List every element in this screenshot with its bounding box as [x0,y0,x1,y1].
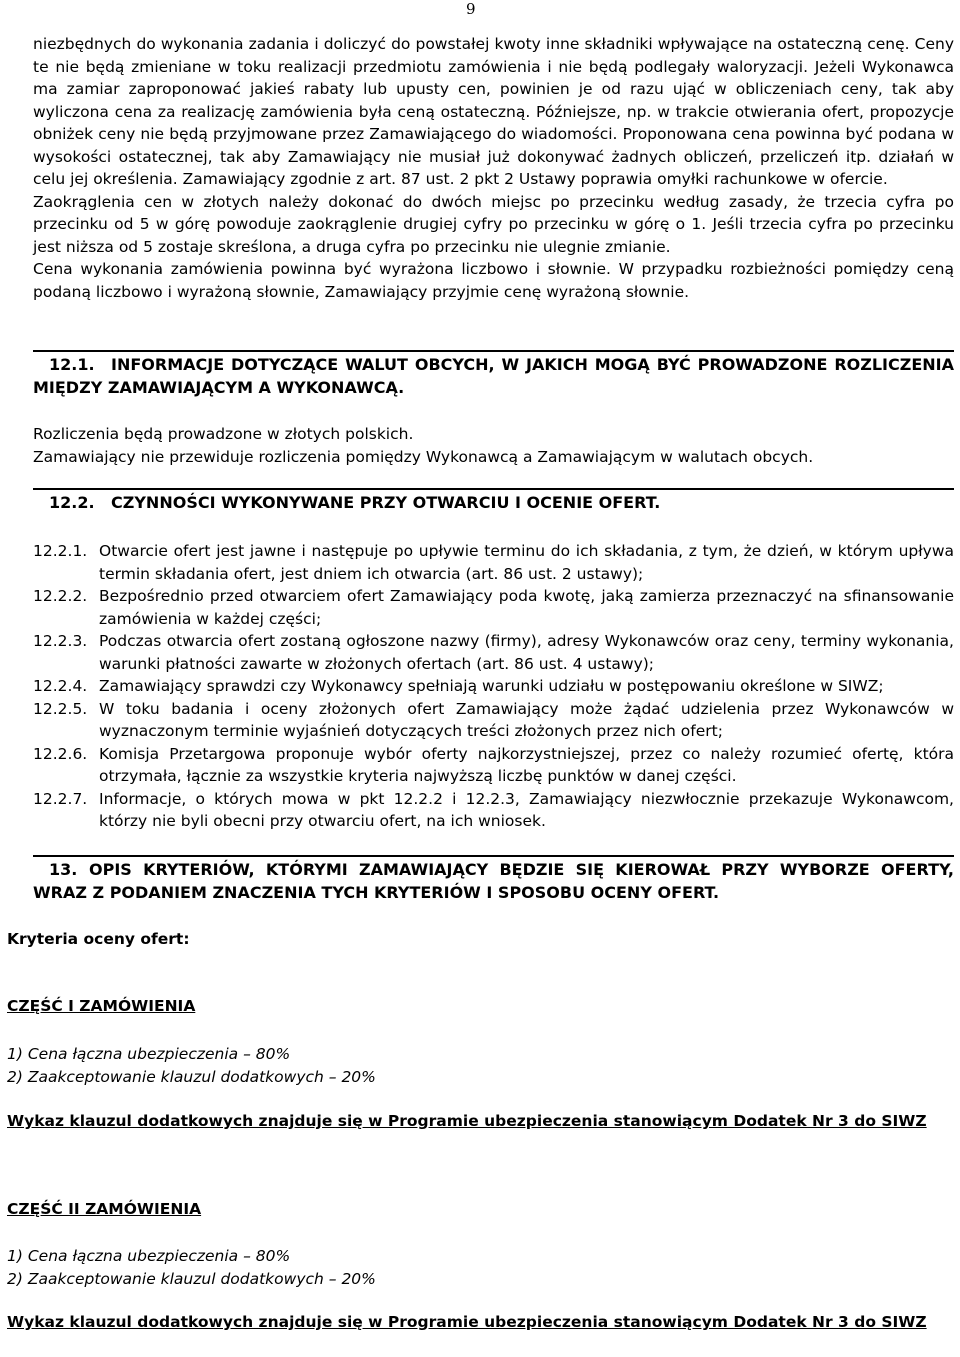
criterion-clauses: 2) Zaakceptowanie klauzul dodatkowych – 20% [7,1269,376,1288]
item-text: Podczas otwarcia ofert zostaną ogłoszone nazwy (firmy), adresy Wykonawców oraz ceny, terminy wykonania, warunki płatności zawarte w złożonych ofertach (art. 86 ust. 4 ustawy); [99,632,954,673]
list-item [33,743,954,788]
section-title: OPIS KRYTERIÓW, KTÓRYMI ZAMAWIAJĄCY BĘDZIE SIĘ KIEROWAŁ PRZY WYBORZE OFERTY, WRAZ Z PODANIEM ZNACZENIA TYCH KRYTERIÓW I SPOSOBU OCENY OFERT. [33,860,954,902]
list-item [33,585,954,630]
list-item [33,788,954,833]
intro-section [33,33,954,303]
section-title: INFORMACJE DOTYCZĄCE WALUT OBCYCH, W JAKICH MOGĄ BYĆ PROWADZONE ROZLICZENIA MIĘDZY ZAMAWIAJĄCYM A WYKONAWCĄ. [33,355,954,397]
section-12-2-list [33,540,954,833]
section-13-heading [33,855,954,904]
part-1-note: Wykaz klauzul dodatkowych znajduje się w Programie ubezpieczenia stanowiącym Dodatek Nr 3 do SIWZ [7,1112,927,1130]
section-title: CZYNNOŚCI WYKONYWANE PRZY OTWARCIU I OCENIE OFERT. [111,493,661,512]
item-number: 12.2.1. [33,542,88,560]
part-2-note: Wykaz klauzul dodatkowych znajduje się w Programie ubezpieczenia stanowiącym Dodatek Nr 3 do SIWZ [7,1313,927,1331]
part-2-title: CZĘŚĆ II ZAMÓWIENIA [7,1200,202,1218]
criterion-price: 1) Cena łączna ubezpieczenia – 80% [7,1045,291,1063]
item-number: 12.2.6. [33,744,88,763]
list-item [33,675,954,698]
list-item [33,540,954,585]
intro-paragraph: niezbędnych do wykonania zadania i doliczyć do powstałej kwoty inne składniki wpływające na ostateczną cenę. Ceny te nie będą zmieniane w toku realizacji przedmiotu zamówienia i nie będą podlegały waloryzacji. Jeżeli Wykonawca ma zamiar zaproponować jakieś rabaty lub upusty cen, powinien je od razu ująć w obliczeniach ceny, tak aby wyliczona cena za realizację zamówienia była ceną ostateczną. Późniejsze, np. w trakcie otwierania ofert, propozycje obniżek ceny nie będą przyjmowane przez Zamawiającego do wiadomości. Proponowana cena powinna być podana w wysokości ostatecznej, tak aby Zamawiający nie musiał już dokonywać żadnych obliczeń, przeliczeń itp. działań w celu jej określenia. Zamawiający zgodnie z art. 87 ust. 2 pkt 2 Ustawy poprawia omyłki rachunkowe w ofercie. [33,35,954,188]
price-wording-paragraph: Cena wykonania zamówienia powinna być wyrażona liczbowo i słownie. W przypadku rozbieżności pomiędzy ceną podaną liczbowo i wyrażoną słownie, Zamawiający przyjmie cenę wyrażoną słownie. [33,260,954,301]
section-number: 12.2. [49,493,95,512]
item-text: Komisja Przetargowa proponuje wybór oferty najkorzystniejszej, przez co należy rozumieć ofertę, która otrzymała, łącznie za wszystkie kryteria najwyższą liczbę punktów w danej części. [99,744,954,785]
section-12-2-heading [33,488,954,515]
currency-line: Zamawiający nie przewiduje rozliczenia pomiędzy Wykonawcą a Zamawiającym w walutach obcych. [33,447,814,466]
list-item [33,698,954,743]
section-12-1-body [33,423,954,468]
item-text: Otwarcie ofert jest jawne i następuje po upływie terminu do ich składania, z tym, że dzień, w którym upływa termin składania ofert, jest dniem ich otwarcia (art. 86 ust. 2 ustawy); [99,542,954,583]
part-1-title: CZĘŚĆ I ZAMÓWIENIA [7,997,196,1015]
item-text: W toku badania i oceny złożonych ofert Zamawiający może żądać udzielenia przez Wykonawców w wyznaczonym terminie wyjaśnień dotyczących treści złożonych przez nich ofert; [99,699,954,740]
item-number: 12.2.7. [33,789,88,808]
criteria-label: Kryteria oceny ofert: [7,930,190,948]
criterion-price: 1) Cena łączna ubezpieczenia – 80% [7,1247,291,1265]
part-1-criteria [7,1043,947,1088]
part-2-criteria [7,1245,947,1290]
section-number: 13. [49,860,78,879]
item-number: 12.2.4. [33,677,88,695]
section-number: 12.1. [49,355,95,374]
rounding-paragraph: Zaokrąglenia cen w złotych należy dokonać do dwóch miejsc po przecinku według zasady, że trzecia cyfra po przecinku od 5 w górę powoduje zaokrąglenie drugiej cyfry po przecinku w górę o 1. Jeśli trzecia cyfra po przecinku jest niższa od 5 zostaje skreślona, a druga cyfra po przecinku nie ulegnie zmianie. [33,192,954,256]
list-item [33,630,954,675]
section-12-1-heading [33,350,954,399]
item-number: 12.2.5. [33,699,88,718]
item-text: Informacje, o których mowa w pkt 12.2.2 i 12.2.3, Zamawiający niezwłocznie przekazuje Wykonawcom, którzy nie byli obecni przy otwarciu ofert, na ich wniosek. [99,789,954,830]
item-text: Bezpośrednio przed otwarciem ofert Zamawiający poda kwotę, jaką zamierza przeznaczyć na sfinansowanie zamówienia w każdej części; [99,587,954,628]
item-number: 12.2.2. [33,587,88,605]
item-number: 12.2.3. [33,632,88,650]
page-number: 9 [466,0,476,18]
item-text: Zamawiający sprawdzi czy Wykonawcy spełniają warunki udziału w postępowaniu określone w SIWZ; [99,677,884,695]
currency-line: Rozliczenia będą prowadzone w złotych polskich. [33,425,414,443]
criterion-clauses: 2) Zaakceptowanie klauzul dodatkowych – 20% [7,1067,376,1086]
